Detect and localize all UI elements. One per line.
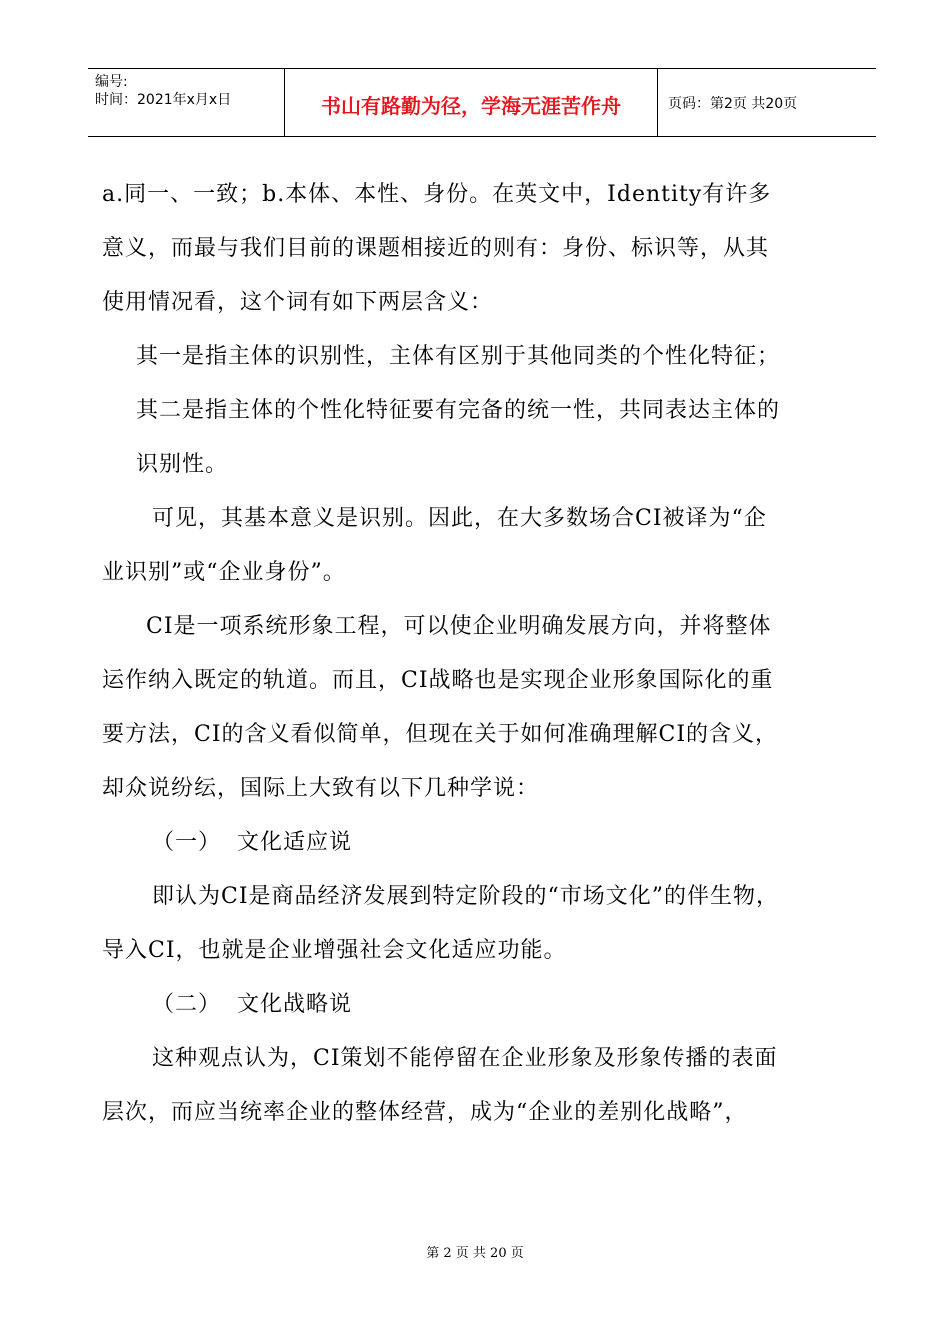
document-number-label: 编号: — [95, 74, 128, 90]
body-line: 可见，其基本意义是识别。因此，在大多数场合CI被译为“企 — [152, 506, 767, 531]
footer-page-number: 第 2 页 共 20 页 — [426, 1246, 524, 1261]
body-line: 却众说纷纭，国际上大致有以下几种学说： — [102, 776, 540, 801]
header-meta-cell — [88, 69, 285, 136]
body-line: 层次，而应当统率企业的整体经营，成为“企业的差别化战略”， — [102, 1100, 748, 1125]
page-header — [88, 68, 876, 137]
header-motto: 书山有路勤为径，学海无涯苦作舟 — [321, 94, 621, 118]
body-line: 即认为CI是商品经济发展到特定阶段的“市场文化”的伴生物， — [152, 884, 780, 909]
document-body — [102, 168, 862, 1140]
section-heading: （一） 文化适应说 — [152, 830, 352, 855]
body-line: 其一是指主体的识别性，主体有区别于其他同类的个性化特征； — [136, 344, 781, 369]
page-footer — [0, 1242, 950, 1261]
body-line: 识别性。 — [136, 452, 229, 477]
body-line: 要方法，CI的含义看似简单，但现在关于如何准确理解CI的含义， — [102, 722, 779, 747]
body-line: a.同一、一致；b.本体、本性、身份。在英文中，Identity有许多 — [102, 182, 772, 207]
body-line: 其二是指主体的个性化特征要有完备的统一性，共同表达主体的 — [136, 398, 781, 423]
header-page-cell — [658, 69, 876, 136]
header-motto-cell — [285, 69, 658, 136]
body-line: 这种观点认为，CI策划不能停留在企业形象及形象传播的表面 — [152, 1046, 778, 1071]
body-line: 运作纳入既定的轨道。而且，CI战略也是实现企业形象国际化的重 — [102, 668, 774, 693]
section-heading: （二） 文化战略说 — [152, 992, 352, 1017]
body-line: 使用情况看，这个词有如下两层含义： — [102, 290, 494, 315]
body-line: CI是一项系统形象工程，可以使企业明确发展方向，并将整体 — [146, 614, 772, 639]
document-time: 时间：2021年x月x日 — [95, 92, 232, 108]
header-page-info: 页码：第2页 共20页 — [668, 95, 798, 112]
body-line: 意义，而最与我们目前的课题相接近的则有：身份、标识等，从其 — [102, 236, 770, 261]
body-line: 业识别”或“企业身份”。 — [102, 560, 346, 585]
body-line: 导入CI，也就是企业增强社会文化适应功能。 — [102, 938, 567, 963]
